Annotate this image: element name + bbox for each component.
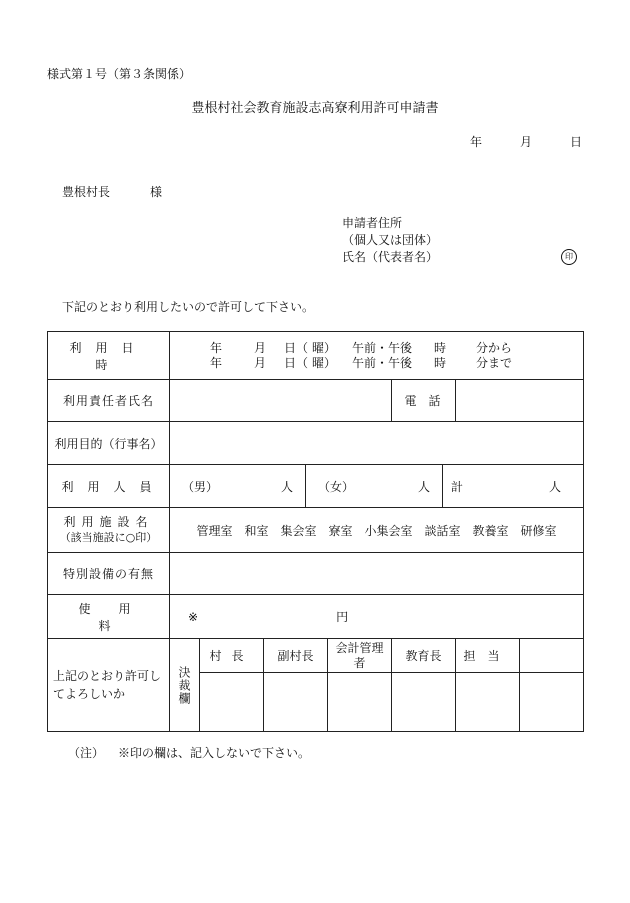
- row-date-time: [48, 332, 584, 380]
- row-purpose: [48, 422, 584, 465]
- header-staff: 担当: [456, 639, 520, 673]
- note-prefix: （注）: [68, 746, 105, 760]
- to-day: 日（: [284, 355, 309, 370]
- header-village-head: 村長: [200, 639, 264, 673]
- people-fields: [170, 465, 584, 508]
- to-hour: 時: [434, 355, 447, 370]
- responsible-label: 利用責任者氏名: [48, 380, 170, 422]
- addressee-honorific: 様: [150, 185, 163, 199]
- approval-section-text: 決裁欄: [177, 665, 191, 705]
- male-label: （男）: [182, 479, 219, 494]
- addressee: [62, 183, 162, 200]
- applicant-type-label: （個人又は団体）: [342, 233, 439, 247]
- date-to-line: [210, 356, 583, 371]
- facility-options[interactable]: 管理室 和室 集会室 寮室 小集会室 談話室 教養室 研修室: [170, 508, 584, 553]
- stamp-deputy-head[interactable]: [264, 673, 328, 732]
- to-ampm: 午前・午後: [352, 355, 413, 370]
- stamp-accountant[interactable]: [328, 673, 392, 732]
- to-year: 年: [210, 355, 223, 370]
- date-from-line: [210, 341, 583, 356]
- to-month: 月: [254, 355, 267, 370]
- female-label: （女）: [318, 479, 355, 494]
- header-superintendent: 教育長: [392, 639, 456, 673]
- equipment-field[interactable]: [170, 553, 584, 595]
- from-ampm: 午前・午後: [352, 340, 413, 355]
- stamp-village-head[interactable]: [200, 673, 264, 732]
- female-unit: 人: [417, 479, 430, 494]
- fee-unit: 円: [336, 610, 349, 624]
- to-minute: 分まで: [476, 355, 513, 370]
- fee-mark: ※: [188, 610, 199, 624]
- stamp-blank[interactable]: [520, 673, 584, 732]
- phone-label: 電話: [392, 380, 456, 422]
- fee-label: 使用料: [48, 595, 170, 639]
- seal-mark: 印: [561, 249, 577, 265]
- note-text: ※印の欄は、記入しないで下さい。: [118, 746, 311, 760]
- stamp-staff[interactable]: [456, 673, 520, 732]
- people-label: 利用人員: [48, 465, 170, 508]
- addressee-name: 豊根村長: [62, 185, 111, 199]
- date-month: 月: [519, 135, 532, 149]
- applicant-name-label: 氏名（代表者名）: [342, 250, 439, 264]
- header-deputy-head: 副村長: [264, 639, 328, 673]
- row-responsible: [48, 380, 584, 422]
- date-time-field[interactable]: [170, 332, 584, 380]
- application-date: [470, 133, 582, 150]
- approval-question: 上記のとおり許可してよろしいか: [48, 639, 170, 732]
- date-time-label-text: 利用日時: [69, 340, 148, 372]
- row-approval-headers: [48, 639, 584, 673]
- total-count-field[interactable]: [443, 465, 583, 507]
- responsible-name-field[interactable]: [170, 380, 392, 422]
- application-table: [47, 331, 584, 732]
- approval-section-label: [170, 639, 200, 732]
- intro-text: 下記のとおり利用したいので許可して下さい。: [62, 300, 315, 314]
- header-blank: [520, 639, 584, 673]
- date-time-label: [48, 332, 170, 380]
- from-weekday: 曜）: [312, 340, 337, 355]
- total-label: 計: [451, 479, 464, 494]
- row-equipment: [48, 553, 584, 595]
- applicant-address-label: 申請者住所: [342, 216, 403, 230]
- fee-field[interactable]: [170, 595, 584, 639]
- date-year: 年: [470, 135, 483, 149]
- document-title: 豊根村社会教育施設志高寮利用許可申請書: [191, 101, 439, 116]
- from-hour: 時: [434, 340, 447, 355]
- total-unit: 人: [549, 479, 562, 494]
- purpose-field[interactable]: [170, 422, 584, 465]
- form-number: 様式第１号（第３条関係）: [47, 67, 192, 81]
- date-day: 日: [569, 135, 582, 149]
- from-day: 日（: [284, 340, 309, 355]
- from-month: 月: [254, 340, 267, 355]
- header-accountant: 会計管理者: [328, 639, 392, 673]
- female-count-field[interactable]: [306, 465, 443, 507]
- facility-label: [48, 508, 170, 553]
- row-fee: [48, 595, 584, 639]
- purpose-label: 利用目的（行事名）: [48, 422, 170, 465]
- row-facility: [48, 508, 584, 553]
- facility-label-sub: （該当施設に○印）: [59, 531, 158, 544]
- footnote: [68, 744, 310, 761]
- equipment-label: 特別設備の有無: [48, 553, 170, 595]
- to-weekday: 曜）: [312, 355, 337, 370]
- phone-field[interactable]: [456, 380, 584, 422]
- male-count-field[interactable]: [170, 465, 306, 507]
- from-minute: 分から: [476, 340, 513, 355]
- facility-label-main: 利用施設名: [63, 515, 154, 529]
- applicant-block: [342, 215, 438, 266]
- from-year: 年: [210, 340, 223, 355]
- stamp-superintendent[interactable]: [392, 673, 456, 732]
- row-people: [48, 465, 584, 508]
- male-unit: 人: [280, 479, 293, 494]
